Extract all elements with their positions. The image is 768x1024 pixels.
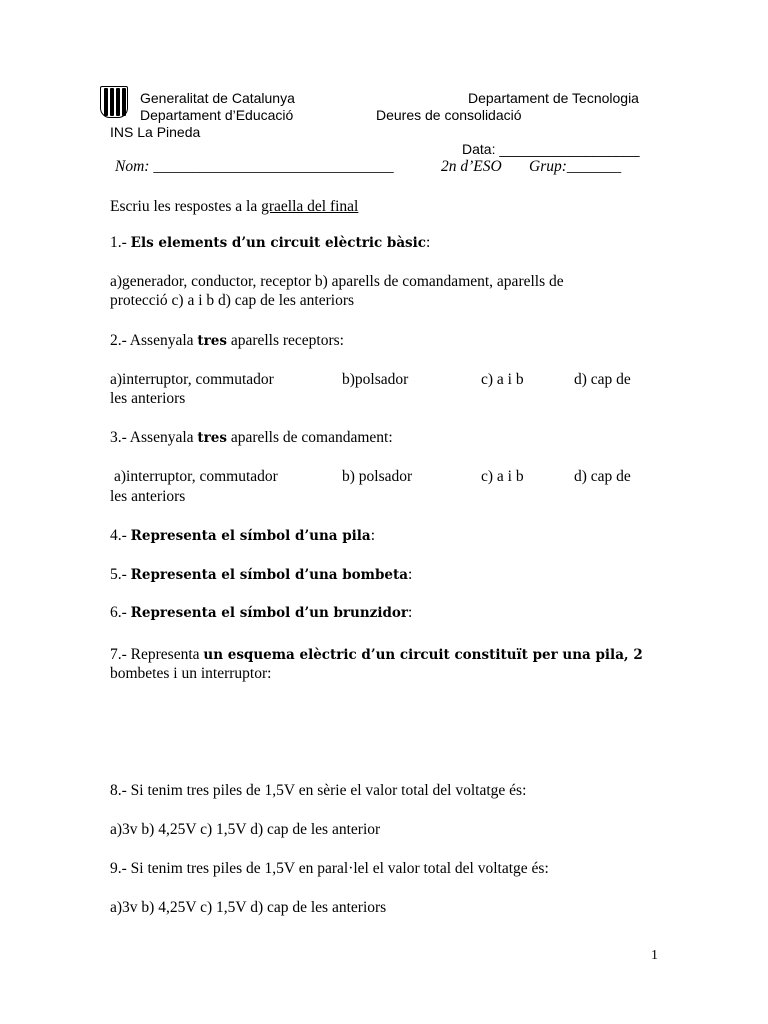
instructions [110,198,358,216]
question-8-answers: a)3v b) 4,25V c) 1,5V d) cap de les anterior [110,821,381,838]
question-3-option-d-cont: les anteriors [110,488,186,505]
question-2-option-a: a)interruptor, commutador [110,371,274,388]
question-7-text: un esquema elèctric d’un circuit constituït per una pila, 2 [203,647,643,663]
question-3-option-b: b) polsador [342,468,413,485]
question-5-text: Representa el símbol d’una bombeta [130,567,408,583]
generalitat-logo-icon [100,86,128,118]
question-2 [110,332,344,350]
question-4-number: 4.- [110,527,131,544]
question-3-prefix: 3.- Assenyala [110,429,198,446]
question-3 [110,429,393,447]
department-name: Departament de Tecnologia [468,90,639,106]
question-1-number: 1.- [110,234,131,251]
question-3-option-a: a)interruptor, commutador [114,468,278,485]
document-title: Deures de consolidació [376,107,522,123]
question-5 [110,566,412,584]
page-number: 1 [651,948,658,963]
org-department: Departament d’Educació [140,107,294,123]
question-2-option-b: b)polsador [342,371,409,388]
question-3-option-c: c) a i b [481,468,524,485]
question-2-option-c: c) a i b [481,371,524,388]
question-1-answers-line1: a)generador, conductor, receptor b) aparells de comandament, aparells de [110,273,564,290]
question-4-text: Representa el símbol d’una pila [130,528,371,544]
question-7-prefix: 7.- Representa [110,646,204,663]
course-label: 2n d’ESO [441,158,502,175]
school-name: INS La Pineda [110,124,201,140]
instructions-text: Escriu les respostes a la [110,198,262,215]
question-4-colon: : [370,527,375,544]
question-5-number: 5.- [110,566,131,583]
date-field: Data: __________________ [462,141,640,157]
question-3-suffix: aparells de comandament: [226,429,393,446]
question-7 [110,646,643,664]
question-1-colon: : [426,234,431,251]
question-1-answers-line2: protecció c) a i b d) cap de les anteriors [110,292,355,309]
question-2-prefix: 2.- Assenyala [110,332,198,349]
question-6-colon: : [408,604,413,621]
group-field: Grup:_______ [529,158,622,175]
question-2-option-d-cont: les anteriors [110,390,186,407]
question-2-option-d: d) cap de [574,371,631,388]
question-6-text: Representa el símbol d’un brunzidor [130,605,409,621]
question-3-option-d: d) cap de [574,468,631,485]
question-1-text: Els elements d’un circuit elèctric bàsic [130,235,427,251]
question-9-answers: a)3v b) 4,25V c) 1,5V d) cap de les anteriors [110,899,387,916]
question-8: 8.- Si tenim tres piles de 1,5V en sèrie el valor total del voltatge és: [110,782,527,799]
question-5-colon: : [407,566,413,583]
question-6-number: 6.- [110,604,131,621]
org-name: Generalitat de Catalunya [140,90,295,106]
name-field: Nom: _______________________________ [115,158,394,175]
question-3-emphasis: tres [197,430,227,446]
question-1 [110,234,430,252]
answer-grid-reference: graella del final [261,198,359,215]
question-4 [110,527,375,545]
question-6 [110,604,412,622]
question-2-suffix: aparells receptors: [226,332,344,349]
question-2-emphasis: tres [197,333,227,349]
question-9: 9.- Si tenim tres piles de 1,5V en paral·lel el valor total del voltatge és: [110,860,549,877]
question-7-line2: bombetes i un interruptor: [110,665,272,682]
